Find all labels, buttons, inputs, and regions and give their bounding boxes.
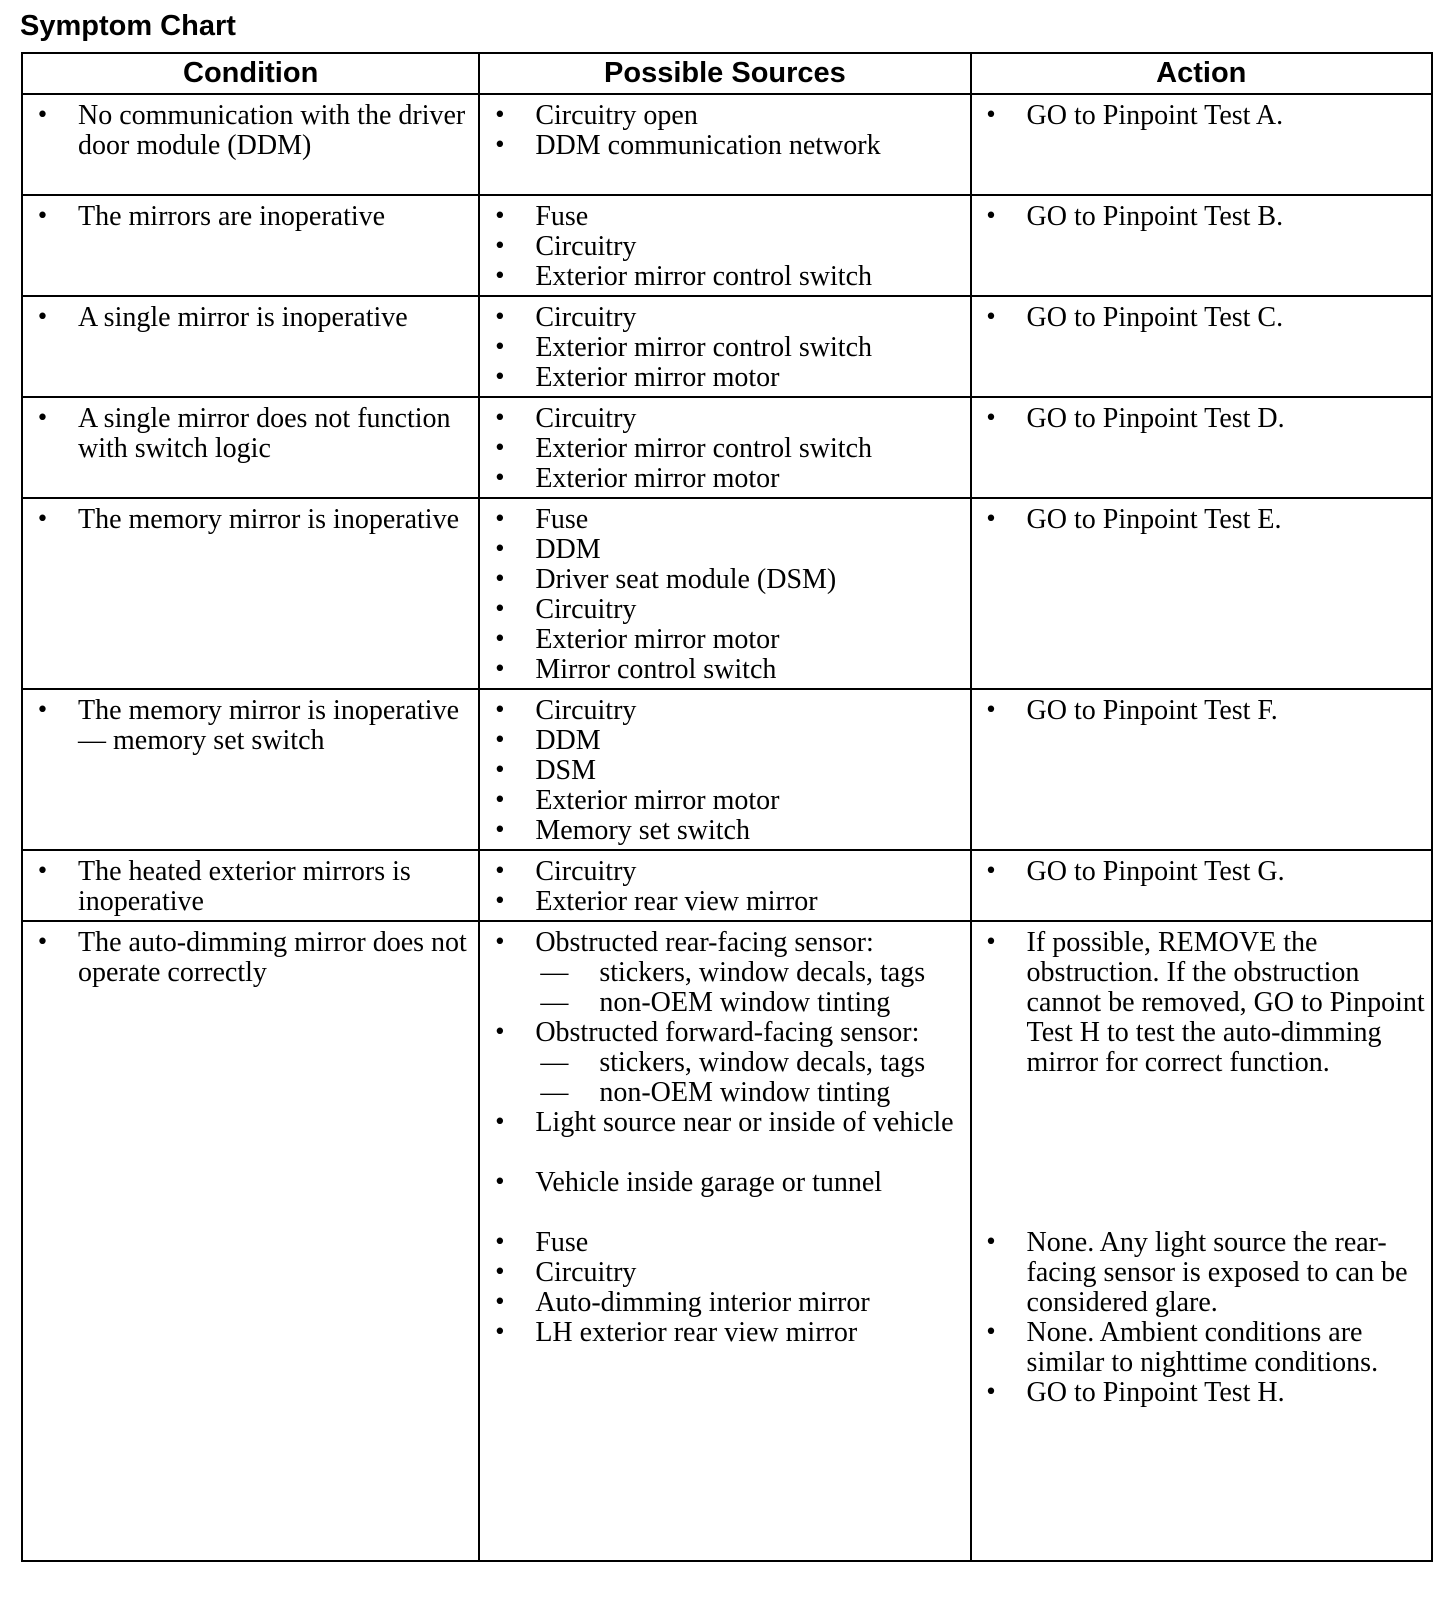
- sources-cell: [479, 850, 970, 921]
- source-item: • Fuse: [480, 202, 963, 232]
- action-cell: [971, 850, 1432, 921]
- source-item: • Exterior mirror control switch: [480, 333, 963, 363]
- source-item: • Fuse: [480, 505, 963, 535]
- source-item: • Circuitry: [480, 1258, 963, 1288]
- condition-cell: [22, 921, 479, 1561]
- action-cell: [971, 689, 1432, 850]
- action-item: • If possible, REMOVE the obstruction. If the obstruction cannot be removed, GO to Pinpoint Test H to test the auto-dimming mirror for correct function.: [972, 928, 1425, 1078]
- table-row: [22, 498, 1432, 689]
- condition-cell: [22, 850, 479, 921]
- source-item: • Exterior rear view mirror: [480, 887, 963, 917]
- table-row: [22, 397, 1432, 498]
- source-item: • DDM communication network: [480, 131, 963, 161]
- source-item: • Vehicle inside garage or tunnel: [480, 1168, 963, 1198]
- action-item: • GO to Pinpoint Test G.: [972, 857, 1425, 887]
- source-item: • Circuitry: [480, 303, 963, 333]
- source-item: • Exterior mirror motor: [480, 625, 963, 655]
- table-row: [22, 195, 1432, 296]
- source-item: • Light source near or inside of vehicle: [480, 1108, 963, 1138]
- condition-cell: [22, 397, 479, 498]
- source-item: • Fuse: [480, 1228, 963, 1258]
- source-subitem: — non-OEM window tinting: [535, 988, 963, 1018]
- action-item: • None. Any light source the rear-facing sensor is exposed to can be considered glare.: [972, 1228, 1425, 1318]
- condition-text: • A single mirror is inoperative: [23, 303, 472, 333]
- source-item: • DSM: [480, 756, 963, 786]
- source-subitem: — non-OEM window tinting: [535, 1078, 963, 1108]
- source-item: • LH exterior rear view mirror: [480, 1318, 963, 1348]
- action-item: • GO to Pinpoint Test C.: [972, 303, 1425, 333]
- source-item: • Circuitry: [480, 404, 963, 434]
- table-row: [22, 850, 1432, 921]
- source-item: • DDM: [480, 535, 963, 565]
- condition-text: • The heated exterior mirrors is inoperative: [23, 857, 472, 917]
- source-item: • Circuitry: [480, 232, 963, 262]
- action-item: • None. Ambient conditions are similar to nighttime conditions.: [972, 1318, 1425, 1378]
- action-cell: [971, 94, 1432, 195]
- sources-cell: [479, 921, 970, 1561]
- action-item: • GO to Pinpoint Test F.: [972, 696, 1425, 726]
- action-item: • GO to Pinpoint Test B.: [972, 202, 1425, 232]
- chart-title: Symptom Chart: [20, 10, 236, 42]
- symptom-table: [21, 52, 1433, 1562]
- action-cell: [971, 195, 1432, 296]
- sources-cell: [479, 94, 970, 195]
- condition-text: • The mirrors are inoperative: [23, 202, 472, 232]
- sources-cell: [479, 689, 970, 850]
- sources-cell: [479, 296, 970, 397]
- condition-cell: [22, 296, 479, 397]
- condition-cell: [22, 94, 479, 195]
- action-item: • GO to Pinpoint Test H.: [972, 1378, 1425, 1408]
- condition-cell: [22, 195, 479, 296]
- table-row: [22, 689, 1432, 850]
- table-row: [22, 921, 1432, 1561]
- source-item-text: Obstructed forward-facing sensor:: [535, 1017, 920, 1048]
- action-cell: [971, 921, 1432, 1561]
- sources-cell: [479, 397, 970, 498]
- source-item: • Circuitry open: [480, 101, 963, 131]
- table-row: [22, 296, 1432, 397]
- header-condition: Condition: [22, 53, 479, 94]
- source-item: • Exterior mirror motor: [480, 464, 963, 494]
- header-action: Action: [971, 53, 1432, 94]
- source-item: • Exterior mirror control switch: [480, 262, 963, 292]
- source-subitem: — stickers, window decals, tags: [535, 1048, 963, 1078]
- source-item: • DDM: [480, 726, 963, 756]
- action-item: • GO to Pinpoint Test A.: [972, 101, 1425, 131]
- action-item: • GO to Pinpoint Test E.: [972, 505, 1425, 535]
- table-row: [22, 94, 1432, 195]
- source-item-text: Obstructed rear-facing sensor:: [535, 927, 874, 958]
- action-cell: [971, 498, 1432, 689]
- source-item: • Circuitry: [480, 696, 963, 726]
- source-item: [480, 928, 963, 1018]
- source-item: • Exterior mirror control switch: [480, 434, 963, 464]
- header-possible-sources: Possible Sources: [479, 53, 970, 94]
- sources-cell: [479, 195, 970, 296]
- source-item: • Exterior mirror motor: [480, 786, 963, 816]
- action-cell: [971, 296, 1432, 397]
- source-subitem: — stickers, window decals, tags: [535, 958, 963, 988]
- condition-text: • The memory mirror is inoperative — memory set switch: [23, 696, 472, 756]
- source-item: • Circuitry: [480, 595, 963, 625]
- condition-text: • A single mirror does not function with switch logic: [23, 404, 472, 464]
- action-item: • GO to Pinpoint Test D.: [972, 404, 1425, 434]
- action-cell: [971, 397, 1432, 498]
- source-item: • Circuitry: [480, 857, 963, 887]
- condition-text: • The memory mirror is inoperative: [23, 505, 472, 535]
- source-item: [480, 1018, 963, 1108]
- condition-cell: [22, 498, 479, 689]
- condition-cell: [22, 689, 479, 850]
- sources-cell: [479, 498, 970, 689]
- header-row: [22, 53, 1432, 94]
- source-item: • Exterior mirror motor: [480, 363, 963, 393]
- condition-text: • The auto-dimming mirror does not operate correctly: [23, 928, 472, 988]
- source-item: • Mirror control switch: [480, 655, 963, 685]
- source-item: • Memory set switch: [480, 816, 963, 846]
- source-item: • Driver seat module (DSM): [480, 565, 963, 595]
- source-item: • Auto-dimming interior mirror: [480, 1288, 963, 1318]
- condition-text: • No communication with the driver door module (DDM): [23, 101, 472, 161]
